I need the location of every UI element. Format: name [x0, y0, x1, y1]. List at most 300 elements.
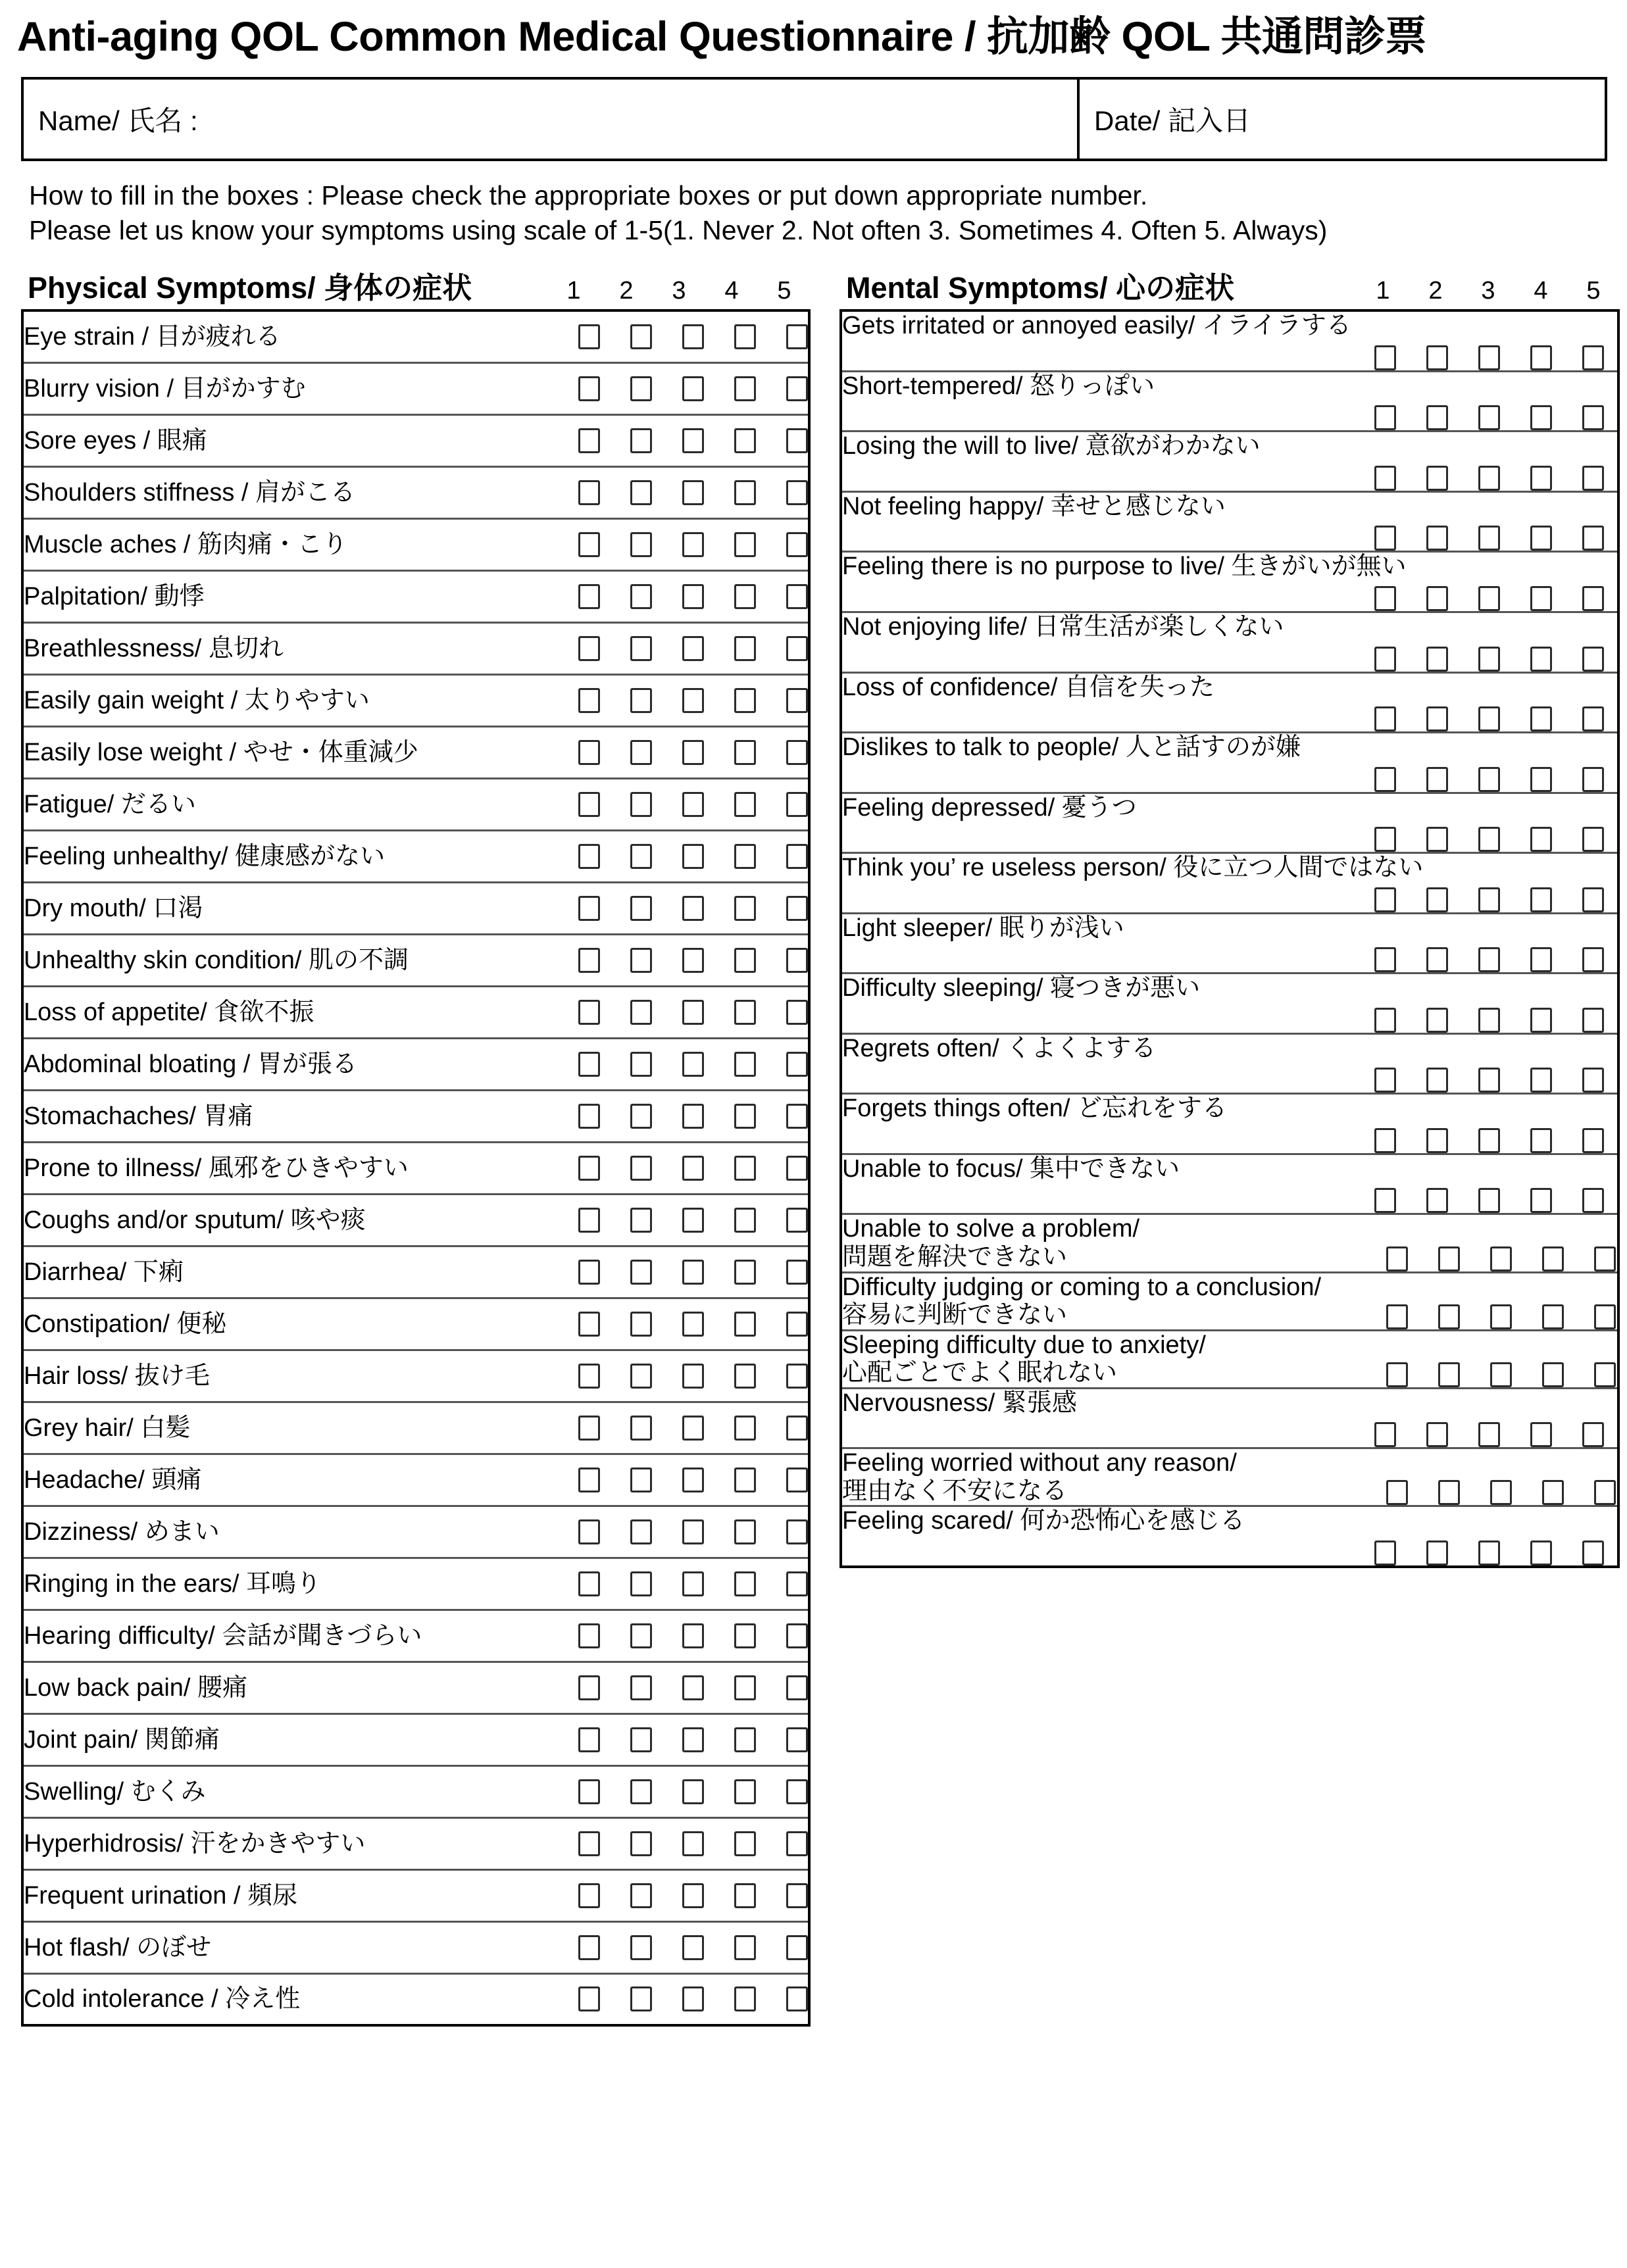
physical-checkbox-r17-s3[interactable]	[682, 1208, 704, 1233]
mental-checkbox-r20-s5[interactable]	[1582, 1541, 1604, 1565]
mental-checkbox-r15-s1[interactable]	[1386, 1246, 1408, 1271]
name-date-box	[21, 77, 1607, 161]
mental-checkbox-r8-s2[interactable]	[1426, 827, 1448, 852]
physical-checkbox-r5-s3[interactable]	[682, 584, 704, 609]
mental-checkbox-r2-s4[interactable]	[1530, 466, 1552, 491]
mental-checkbox-r10-s2[interactable]	[1426, 947, 1448, 972]
mental-checkbox-r18-s2[interactable]	[1426, 1422, 1448, 1447]
physical-checkbox-r17-s4[interactable]	[734, 1208, 756, 1233]
physical-checkbox-r14-s3[interactable]	[682, 1052, 704, 1077]
physical-checkbox-r7-s5[interactable]	[786, 688, 808, 713]
physical-checkbox-r15-s5[interactable]	[786, 1104, 808, 1129]
mental-checkbox-r1-s3[interactable]	[1478, 405, 1500, 430]
mental-checkbox-r17-s1[interactable]	[1386, 1362, 1408, 1387]
physical-checkbox-r8-s2[interactable]	[630, 740, 652, 765]
physical-checkbox-r21-s5[interactable]	[786, 1416, 808, 1441]
mental-checkbox-r8-s5[interactable]	[1582, 827, 1604, 852]
mental-checkbox-r13-s2[interactable]	[1426, 1128, 1448, 1153]
physical-checkbox-r16-s2[interactable]	[630, 1156, 652, 1181]
physical-checkbox-r21-s3[interactable]	[682, 1416, 704, 1441]
physical-checkbox-r31-s5[interactable]	[786, 1935, 808, 1960]
physical-checkbox-r30-s4[interactable]	[734, 1883, 756, 1908]
mental-checkbox-r3-s4[interactable]	[1530, 526, 1552, 551]
physical-checkbox-r25-s1[interactable]	[578, 1623, 600, 1648]
physical-checkbox-r24-s1[interactable]	[578, 1571, 600, 1596]
physical-checkbox-r21-s1[interactable]	[578, 1416, 600, 1441]
mental-checkbox-r18-s5[interactable]	[1582, 1422, 1604, 1447]
date-field[interactable]	[1080, 80, 1605, 159]
mental-checkbox-r7-s5[interactable]	[1582, 767, 1604, 792]
physical-checkbox-r14-s5[interactable]	[786, 1052, 808, 1077]
physical-checkbox-r19-s4[interactable]	[734, 1312, 756, 1337]
physical-checkbox-r7-s4[interactable]	[734, 688, 756, 713]
physical-checkbox-r28-s4[interactable]	[734, 1779, 756, 1804]
physical-checkbox-r1-s3[interactable]	[682, 376, 704, 401]
physical-checkbox-r27-s5[interactable]	[786, 1727, 808, 1752]
mental-checkbox-r19-s1[interactable]	[1386, 1480, 1408, 1505]
physical-checkbox-r30-s1[interactable]	[578, 1883, 600, 1908]
mental-checkbox-r1-s2[interactable]	[1426, 405, 1448, 430]
physical-checkbox-r32-s1[interactable]	[578, 1986, 600, 2011]
physical-checkbox-r28-s2[interactable]	[630, 1779, 652, 1804]
mental-checkbox-r1-s4[interactable]	[1530, 405, 1552, 430]
physical-checkbox-r15-s1[interactable]	[578, 1104, 600, 1129]
table-row	[22, 1246, 809, 1298]
mental-symptom-cell	[841, 853, 1618, 914]
mental-checkbox-r5-s4[interactable]	[1530, 647, 1552, 672]
mental-checkbox-r11-s3[interactable]	[1478, 1008, 1500, 1033]
mental-checkbox-r11-s4[interactable]	[1530, 1008, 1552, 1033]
physical-checkbox-r13-s1[interactable]	[578, 1000, 600, 1025]
physical-checkbox-r6-s3[interactable]	[682, 636, 704, 661]
mental-checkbox-r9-s3[interactable]	[1478, 887, 1500, 912]
physical-symptom-label: Easily gain weight / 太りやすい	[22, 674, 545, 726]
physical-checkbox-r9-s4[interactable]	[734, 792, 756, 817]
mental-checkbox-r9-s4[interactable]	[1530, 887, 1552, 912]
physical-checkbox-r26-s1[interactable]	[578, 1675, 600, 1700]
physical-checkbox-r27-s3[interactable]	[682, 1727, 704, 1752]
mental-symptom-label: Sleeping difficulty due to anxiety/ 心配ごとでよく眠れない	[842, 1331, 1206, 1387]
mental-checkbox-r17-s2[interactable]	[1438, 1362, 1460, 1387]
physical-checkbox-r2-s5[interactable]	[786, 428, 808, 453]
physical-checkbox-r30-s5[interactable]	[786, 1883, 808, 1908]
physical-checkbox-r1-s2[interactable]	[630, 376, 652, 401]
mental-checkbox-r12-s3[interactable]	[1478, 1068, 1500, 1093]
mental-checkbox-r11-s5[interactable]	[1582, 1008, 1604, 1033]
physical-checkbox-r10-s3[interactable]	[682, 844, 704, 869]
physical-checkbox-r1-s5[interactable]	[786, 376, 808, 401]
mental-checkbox-r13-s3[interactable]	[1478, 1128, 1500, 1153]
physical-checkbox-r30-s3[interactable]	[682, 1883, 704, 1908]
physical-rating-cells	[545, 1038, 809, 1090]
physical-checkbox-r11-s3[interactable]	[682, 896, 704, 921]
physical-checkbox-r10-s4[interactable]	[734, 844, 756, 869]
mental-checkbox-r2-s2[interactable]	[1426, 466, 1448, 491]
physical-checkbox-r9-s1[interactable]	[578, 792, 600, 817]
physical-checkbox-r19-s2[interactable]	[630, 1312, 652, 1337]
physical-checkbox-r28-s5[interactable]	[786, 1779, 808, 1804]
physical-checkbox-r20-s3[interactable]	[682, 1364, 704, 1389]
mental-checkbox-r3-s1[interactable]	[1374, 526, 1396, 551]
physical-checkbox-r20-s1[interactable]	[578, 1364, 600, 1389]
physical-symptom-label: Sore eyes / 眼痛	[22, 414, 545, 466]
mental-checkbox-r10-s3[interactable]	[1478, 947, 1500, 972]
mental-checkbox-r11-s2[interactable]	[1426, 1008, 1448, 1033]
mental-checkbox-r0-s3[interactable]	[1478, 345, 1500, 370]
physical-checkbox-r6-s4[interactable]	[734, 636, 756, 661]
physical-checkbox-r9-s2[interactable]	[630, 792, 652, 817]
mental-checkbox-r6-s4[interactable]	[1530, 706, 1552, 731]
table-row	[22, 1506, 809, 1558]
mental-checkbox-r3-s2[interactable]	[1426, 526, 1448, 551]
mental-checkbox-r10-s5[interactable]	[1582, 947, 1604, 972]
mental-checkbox-r7-s2[interactable]	[1426, 767, 1448, 792]
mental-checkbox-r0-s2[interactable]	[1426, 345, 1448, 370]
mental-checkbox-r3-s3[interactable]	[1478, 526, 1500, 551]
physical-checkbox-r19-s5[interactable]	[786, 1312, 808, 1337]
physical-checkbox-r31-s3[interactable]	[682, 1935, 704, 1960]
physical-checkbox-r1-s4[interactable]	[734, 376, 756, 401]
physical-checkbox-r5-s5[interactable]	[786, 584, 808, 609]
mental-checkbox-r17-s4[interactable]	[1542, 1362, 1564, 1387]
physical-checkbox-r10-s1[interactable]	[578, 844, 600, 869]
mental-checkbox-r12-s1[interactable]	[1374, 1068, 1396, 1093]
physical-checkbox-r3-s2[interactable]	[630, 480, 652, 505]
mental-symptom-label: Feeling there is no purpose to live/ 生きがいが無い	[842, 553, 1407, 581]
mental-checkbox-r4-s1[interactable]	[1374, 586, 1396, 611]
mental-checkbox-r0-s5[interactable]	[1582, 345, 1604, 370]
physical-checkbox-r23-s5[interactable]	[786, 1519, 808, 1544]
physical-checkbox-r17-s2[interactable]	[630, 1208, 652, 1233]
physical-checkbox-r18-s1[interactable]	[578, 1260, 600, 1285]
physical-checkbox-r23-s2[interactable]	[630, 1519, 652, 1544]
table-row	[22, 622, 809, 674]
physical-checkbox-r29-s1[interactable]	[578, 1831, 600, 1856]
physical-checkbox-r18-s5[interactable]	[786, 1260, 808, 1285]
physical-checkbox-r8-s3[interactable]	[682, 740, 704, 765]
physical-checkbox-r20-s5[interactable]	[786, 1364, 808, 1389]
physical-checkbox-r32-s3[interactable]	[682, 1986, 704, 2011]
physical-checkbox-r0-s4[interactable]	[734, 324, 756, 349]
physical-checkbox-r0-s1[interactable]	[578, 324, 600, 349]
mental-checkbox-r7-s1[interactable]	[1374, 767, 1396, 792]
mental-row-inline	[842, 1215, 1617, 1271]
mental-checkbox-r5-s2[interactable]	[1426, 647, 1448, 672]
physical-checkbox-r11-s2[interactable]	[630, 896, 652, 921]
physical-checkbox-r13-s3[interactable]	[682, 1000, 704, 1025]
physical-checkbox-r6-s5[interactable]	[786, 636, 808, 661]
mental-checkbox-r18-s1[interactable]	[1374, 1422, 1396, 1447]
physical-checkbox-r2-s1[interactable]	[578, 428, 600, 453]
physical-checkbox-r28-s3[interactable]	[682, 1779, 704, 1804]
physical-checkbox-r15-s2[interactable]	[630, 1104, 652, 1129]
mental-checkbox-r20-s2[interactable]	[1426, 1541, 1448, 1565]
physical-checkbox-r12-s2[interactable]	[630, 948, 652, 973]
physical-checkbox-r13-s4[interactable]	[734, 1000, 756, 1025]
mental-checkbox-r19-s5[interactable]	[1594, 1480, 1616, 1505]
mental-checkbox-r15-s5[interactable]	[1594, 1246, 1616, 1271]
physical-checkbox-r5-s4[interactable]	[734, 584, 756, 609]
mental-checkbox-r8-s1[interactable]	[1374, 827, 1396, 852]
physical-checkbox-r3-s1[interactable]	[578, 480, 600, 505]
mental-checkbox-r15-s4[interactable]	[1542, 1246, 1564, 1271]
physical-checkbox-r29-s4[interactable]	[734, 1831, 756, 1856]
physical-checkbox-r25-s4[interactable]	[734, 1623, 756, 1648]
physical-checkbox-r16-s3[interactable]	[682, 1156, 704, 1181]
physical-checkbox-r20-s4[interactable]	[734, 1364, 756, 1389]
scale-number-1: 1	[566, 277, 581, 305]
mental-checkbox-r6-s5[interactable]	[1582, 706, 1604, 731]
mental-checkbox-r14-s1[interactable]	[1374, 1188, 1396, 1213]
mental-checkbox-r18-s4[interactable]	[1530, 1422, 1552, 1447]
mental-checkbox-r14-s4[interactable]	[1530, 1188, 1552, 1213]
mental-checkbox-r2-s1[interactable]	[1374, 466, 1396, 491]
mental-checkbox-r4-s3[interactable]	[1478, 586, 1500, 611]
scale-number-4: 4	[1534, 277, 1548, 305]
physical-checkbox-r15-s3[interactable]	[682, 1104, 704, 1129]
mental-checkbox-r12-s2[interactable]	[1426, 1068, 1448, 1093]
physical-checkbox-r19-s3[interactable]	[682, 1312, 704, 1337]
physical-checkbox-r7-s1[interactable]	[578, 688, 600, 713]
physical-checkbox-r23-s3[interactable]	[682, 1519, 704, 1544]
physical-checkbox-r23-s1[interactable]	[578, 1519, 600, 1544]
mental-checkbox-r6-s1[interactable]	[1374, 706, 1396, 731]
mental-checkbox-r20-s4[interactable]	[1530, 1541, 1552, 1565]
mental-checkbox-r4-s5[interactable]	[1582, 586, 1604, 611]
physical-checkbox-r32-s2[interactable]	[630, 1986, 652, 2011]
mental-checkbox-r3-s5[interactable]	[1582, 526, 1604, 551]
physical-checkbox-r25-s5[interactable]	[786, 1623, 808, 1648]
physical-checkbox-r29-s5[interactable]	[786, 1831, 808, 1856]
physical-symptom-label: Loss of appetite/ 食欲不振	[22, 986, 545, 1038]
mental-checkbox-r15-s2[interactable]	[1438, 1246, 1460, 1271]
physical-rating-cells	[545, 1298, 809, 1350]
mental-checkbox-r14-s5[interactable]	[1582, 1188, 1604, 1213]
mental-checkbox-r8-s3[interactable]	[1478, 827, 1500, 852]
physical-checkbox-r3-s4[interactable]	[734, 480, 756, 505]
physical-checkbox-r3-s5[interactable]	[786, 480, 808, 505]
physical-checkbox-r22-s2[interactable]	[630, 1467, 652, 1492]
mental-checkbox-r9-s5[interactable]	[1582, 887, 1604, 912]
physical-checkbox-r31-s2[interactable]	[630, 1935, 652, 1960]
physical-checkbox-r24-s2[interactable]	[630, 1571, 652, 1596]
physical-checkbox-r32-s4[interactable]	[734, 1986, 756, 2011]
mental-checkbox-r0-s4[interactable]	[1530, 345, 1552, 370]
physical-checkbox-r31-s1[interactable]	[578, 1935, 600, 1960]
mental-checkbox-r6-s2[interactable]	[1426, 706, 1448, 731]
physical-checkbox-r21-s2[interactable]	[630, 1416, 652, 1441]
mental-checkbox-r4-s2[interactable]	[1426, 586, 1448, 611]
mental-checkbox-r8-s4[interactable]	[1530, 827, 1552, 852]
physical-checkbox-r23-s4[interactable]	[734, 1519, 756, 1544]
physical-checkbox-r29-s2[interactable]	[630, 1831, 652, 1856]
mental-checkbox-r10-s4[interactable]	[1530, 947, 1552, 972]
mental-checkbox-r13-s5[interactable]	[1582, 1128, 1604, 1153]
physical-checkbox-r0-s5[interactable]	[786, 324, 808, 349]
mental-checkbox-r5-s1[interactable]	[1374, 647, 1396, 672]
physical-checkbox-r18-s2[interactable]	[630, 1260, 652, 1285]
physical-checkbox-r10-s5[interactable]	[786, 844, 808, 869]
physical-rating-cells	[545, 1350, 809, 1402]
physical-checkbox-r4-s1[interactable]	[578, 532, 600, 557]
physical-checkbox-r29-s3[interactable]	[682, 1831, 704, 1856]
mental-checkbox-r19-s3[interactable]	[1490, 1480, 1512, 1505]
physical-checkbox-r32-s5[interactable]	[786, 1986, 808, 2011]
physical-checkbox-r26-s5[interactable]	[786, 1675, 808, 1700]
mental-checkbox-r11-s1[interactable]	[1374, 1008, 1396, 1033]
physical-checkbox-r9-s5[interactable]	[786, 792, 808, 817]
mental-checkbox-r20-s1[interactable]	[1374, 1541, 1396, 1565]
physical-checkbox-r12-s5[interactable]	[786, 948, 808, 973]
physical-checkbox-r9-s3[interactable]	[682, 792, 704, 817]
physical-checkbox-r2-s2[interactable]	[630, 428, 652, 453]
physical-rating-cells	[545, 1765, 809, 1817]
physical-checkbox-r24-s4[interactable]	[734, 1571, 756, 1596]
physical-checkbox-r2-s3[interactable]	[682, 428, 704, 453]
physical-checkbox-r14-s2[interactable]	[630, 1052, 652, 1077]
physical-checkbox-r26-s4[interactable]	[734, 1675, 756, 1700]
physical-symptom-label: Hearing difficulty/ 会話が聞きづらい	[22, 1610, 545, 1662]
physical-checkbox-r22-s3[interactable]	[682, 1467, 704, 1492]
physical-checkbox-r25-s3[interactable]	[682, 1623, 704, 1648]
mental-checkbox-r1-s5[interactable]	[1582, 405, 1604, 430]
physical-checkbox-r16-s4[interactable]	[734, 1156, 756, 1181]
table-row	[841, 1214, 1618, 1272]
physical-checkbox-r4-s3[interactable]	[682, 532, 704, 557]
physical-checkbox-r27-s4[interactable]	[734, 1727, 756, 1752]
mental-checkbox-r16-s3[interactable]	[1490, 1304, 1512, 1329]
physical-checkbox-r20-s2[interactable]	[630, 1364, 652, 1389]
mental-checkbox-r9-s2[interactable]	[1426, 887, 1448, 912]
mental-checkbox-r4-s4[interactable]	[1530, 586, 1552, 611]
mental-checkbox-r6-s3[interactable]	[1478, 706, 1500, 731]
mental-checkbox-r20-s3[interactable]	[1478, 1541, 1500, 1565]
physical-checkbox-r1-s1[interactable]	[578, 376, 600, 401]
mental-symptom-cell	[841, 1388, 1618, 1448]
physical-checkbox-r2-s4[interactable]	[734, 428, 756, 453]
physical-symptom-label: Diarrhea/ 下痢	[22, 1246, 545, 1298]
physical-checkbox-r19-s1[interactable]	[578, 1312, 600, 1337]
physical-checkbox-r28-s1[interactable]	[578, 1779, 600, 1804]
mental-checkbox-r2-s3[interactable]	[1478, 466, 1500, 491]
name-field[interactable]	[24, 80, 1080, 159]
table-row	[841, 1154, 1618, 1214]
mental-checkbox-r12-s5[interactable]	[1582, 1068, 1604, 1093]
mental-checkbox-r17-s5[interactable]	[1594, 1362, 1616, 1387]
mental-checkbox-r16-s1[interactable]	[1386, 1304, 1408, 1329]
physical-checkbox-r10-s2[interactable]	[630, 844, 652, 869]
mental-checkbox-r14-s3[interactable]	[1478, 1188, 1500, 1213]
mental-checkbox-r19-s2[interactable]	[1438, 1480, 1460, 1505]
physical-rating-cells	[545, 622, 809, 674]
physical-checkbox-r5-s1[interactable]	[578, 584, 600, 609]
physical-checkbox-r24-s3[interactable]	[682, 1571, 704, 1596]
physical-checkbox-r8-s4[interactable]	[734, 740, 756, 765]
mental-checkbox-r16-s4[interactable]	[1542, 1304, 1564, 1329]
physical-checkbox-r26-s3[interactable]	[682, 1675, 704, 1700]
physical-checkbox-r18-s4[interactable]	[734, 1260, 756, 1285]
physical-checkbox-r16-s1[interactable]	[578, 1156, 600, 1181]
physical-checkbox-r12-s3[interactable]	[682, 948, 704, 973]
mental-checkbox-r12-s4[interactable]	[1530, 1068, 1552, 1093]
physical-checkbox-r18-s3[interactable]	[682, 1260, 704, 1285]
mental-checkbox-r2-s5[interactable]	[1582, 466, 1604, 491]
physical-checkbox-r17-s1[interactable]	[578, 1208, 600, 1233]
physical-checkbox-r11-s4[interactable]	[734, 896, 756, 921]
physical-checkbox-r31-s4[interactable]	[734, 1935, 756, 1960]
physical-checkbox-r22-s5[interactable]	[786, 1467, 808, 1492]
physical-checkbox-r4-s2[interactable]	[630, 532, 652, 557]
physical-checkbox-r13-s5[interactable]	[786, 1000, 808, 1025]
mental-checkbox-r10-s1[interactable]	[1374, 947, 1396, 972]
physical-checkbox-r11-s1[interactable]	[578, 896, 600, 921]
mental-checkbox-r7-s4[interactable]	[1530, 767, 1552, 792]
mental-checkbox-r19-s4[interactable]	[1542, 1480, 1564, 1505]
physical-checkbox-r27-s2[interactable]	[630, 1727, 652, 1752]
mental-checkbox-r16-s2[interactable]	[1438, 1304, 1460, 1329]
physical-checkbox-r17-s5[interactable]	[786, 1208, 808, 1233]
physical-checkbox-r30-s2[interactable]	[630, 1883, 652, 1908]
physical-checkbox-r21-s4[interactable]	[734, 1416, 756, 1441]
physical-checkbox-r16-s5[interactable]	[786, 1156, 808, 1181]
table-row	[22, 1038, 809, 1090]
mental-checkbox-r16-s5[interactable]	[1594, 1304, 1616, 1329]
mental-symptom-label: Short-tempered/ 怒りっぽい	[842, 372, 1155, 400]
mental-checkbox-r5-s3[interactable]	[1478, 647, 1500, 672]
physical-checkbox-r6-s2[interactable]	[630, 636, 652, 661]
physical-checkbox-r7-s2[interactable]	[630, 688, 652, 713]
mental-checkbox-r15-s3[interactable]	[1490, 1246, 1512, 1271]
physical-checkbox-r0-s2[interactable]	[630, 324, 652, 349]
mental-checkbox-r5-s5[interactable]	[1582, 647, 1604, 672]
physical-checkbox-r25-s2[interactable]	[630, 1623, 652, 1648]
physical-checkbox-r11-s5[interactable]	[786, 896, 808, 921]
mental-checkbox-r9-s1[interactable]	[1374, 887, 1396, 912]
physical-checkbox-r0-s3[interactable]	[682, 324, 704, 349]
mental-checkbox-r17-s3[interactable]	[1490, 1362, 1512, 1387]
physical-checkbox-r8-s5[interactable]	[786, 740, 808, 765]
mental-checkbox-r13-s4[interactable]	[1530, 1128, 1552, 1153]
physical-checkbox-r26-s2[interactable]	[630, 1675, 652, 1700]
physical-checkbox-r22-s4[interactable]	[734, 1467, 756, 1492]
physical-checkbox-r15-s4[interactable]	[734, 1104, 756, 1129]
physical-checkbox-r6-s1[interactable]	[578, 636, 600, 661]
physical-checkbox-r3-s3[interactable]	[682, 480, 704, 505]
physical-checkbox-r7-s3[interactable]	[682, 688, 704, 713]
physical-checkbox-r12-s4[interactable]	[734, 948, 756, 973]
physical-checkbox-r14-s1[interactable]	[578, 1052, 600, 1077]
mental-checkbox-r13-s1[interactable]	[1374, 1128, 1396, 1153]
physical-checkbox-r12-s1[interactable]	[578, 948, 600, 973]
mental-checkbox-r18-s3[interactable]	[1478, 1422, 1500, 1447]
mental-checkbox-r14-s2[interactable]	[1426, 1188, 1448, 1213]
physical-checkbox-r14-s4[interactable]	[734, 1052, 756, 1077]
mental-checkbox-r7-s3[interactable]	[1478, 767, 1500, 792]
table-row	[841, 853, 1618, 914]
table-row	[841, 431, 1618, 492]
physical-checkbox-r8-s1[interactable]	[578, 740, 600, 765]
physical-checkbox-r4-s4[interactable]	[734, 532, 756, 557]
mental-checkbox-r1-s1[interactable]	[1374, 405, 1396, 430]
physical-section-header	[21, 271, 811, 309]
mental-checkbox-r0-s1[interactable]	[1374, 345, 1396, 370]
physical-checkbox-r13-s2[interactable]	[630, 1000, 652, 1025]
physical-checkbox-r24-s5[interactable]	[786, 1571, 808, 1596]
physical-checkbox-r27-s1[interactable]	[578, 1727, 600, 1752]
physical-checkbox-r22-s1[interactable]	[578, 1467, 600, 1492]
physical-checkbox-r4-s5[interactable]	[786, 532, 808, 557]
physical-checkbox-r5-s2[interactable]	[630, 584, 652, 609]
